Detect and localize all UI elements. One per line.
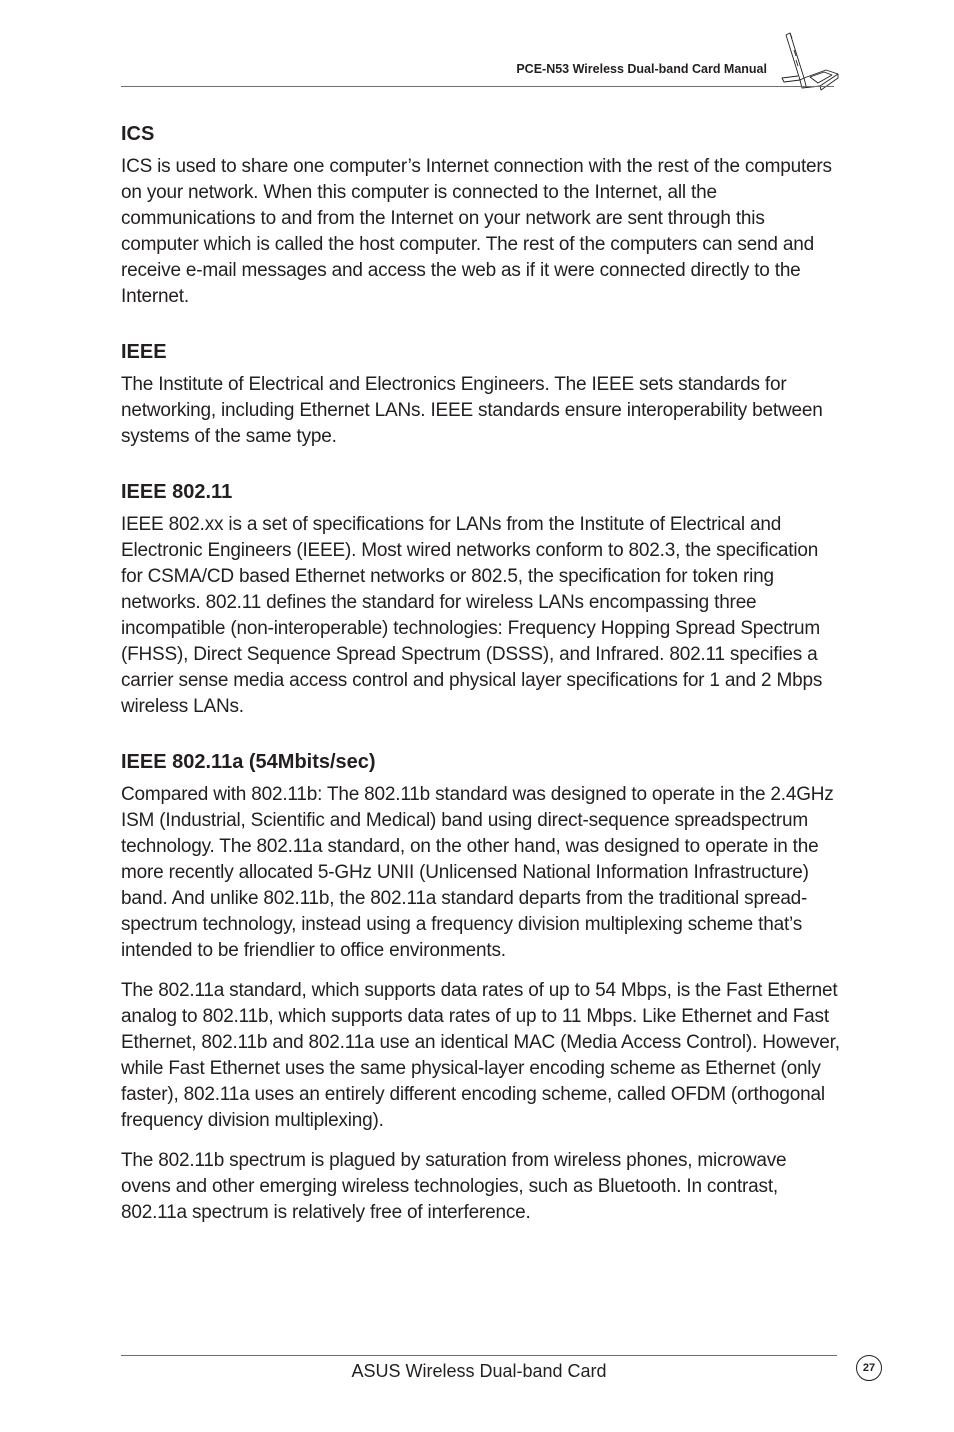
section-paragraph: The 802.11b spectrum is plagued by saturation from wireless phones, microwave ovens and other emerging wireless technologies, such as Bluetooth. In contrast, 802.11a spectrum is relatively free of interference. xyxy=(121,1150,787,1223)
section-heading: IEEE 802.11a (54Mbits/sec) xyxy=(121,751,376,773)
section-paragraph: ICS is used to share one computer’s Internet connection with the rest of the computers on your network. When this computer is connected to the Internet, all the communications to and from the Internet on your network are sent through this computer which is called the host computer. The rest of the computers can send and receive e-mail messages and access the web as if it were connected directly to the Internet. xyxy=(121,156,832,307)
footer-title: ASUS Wireless Dual-band Card xyxy=(351,1361,607,1381)
section-paragraph: IEEE 802.xx is a set of specifications for LANs from the Institute of Electrical and Electronic Engineers (IEEE). Most wired networks conform to 802.3, the specification for CSMA/CD based Ethernet networks or 802.5, the specification for token ring networks. 802.11 defines the standard for wireless LANs encompassing three incompatible (non-interoperable) technologies: Frequency Hopping Spread Spectrum (FHSS), Direct Sequence Spread Spectrum (DSSS), and Infrared. 802.11 specifies a carrier sense media access control and physical layer specifications for 1 and 2 Mbps wireless LANs. xyxy=(121,514,823,717)
footer-divider xyxy=(121,1355,837,1356)
header-divider xyxy=(121,86,834,87)
wireless-card-icon xyxy=(780,30,840,92)
section-paragraph: The 802.11a standard, which supports data rates of up to 54 Mbps, is the Fast Ethernet analog to 802.11b, which supports data rates of up to 11 Mbps. Like Ethernet and Fast Ethernet, 802.11b and 802.11a use an identical MAC (Media Access Control). However, while Fast Ethernet uses the same physical-layer encoding scheme as Ethernet (only faster), 802.11a uses an entirely different encoding scheme, called OFDM (orthogonal frequency division multiplexing). xyxy=(121,980,840,1131)
manual-title: PCE-N53 Wireless Dual-band Card Manual xyxy=(516,62,767,76)
page-number: 27 xyxy=(856,1355,882,1381)
section-heading: IEEE 802.11 xyxy=(121,481,233,503)
section-heading: IEEE xyxy=(121,341,167,363)
section-heading: ICS xyxy=(121,123,155,145)
section-ieee xyxy=(121,338,841,450)
section-paragraph: The Institute of Electrical and Electronics Engineers. The IEEE sets standards for networking, including Ethernet LANs. IEEE standards ensure interoperability between systems of the same type. xyxy=(121,374,823,447)
section-ieee-802-11 xyxy=(121,478,841,720)
section-ieee-802-11a xyxy=(121,748,841,1226)
section-paragraph: Compared with 802.11b: The 802.11b standard was designed to operate in the 2.4GHz ISM (Industrial, Scientific and Medical) band using direct-sequence spreadspectrum technology. The 802.11a standard, on the other hand, was designed to operate in the more recently allocated 5-GHz UNII (Unlicensed National Information Infrastructure) band. And unlike 802.11b, the 802.11a standard departs from the traditional spread-spectrum technology, instead using a frequency division multiplexing scheme that’s intended to be friendlier to office environments. xyxy=(121,784,834,961)
section-ics xyxy=(121,120,841,310)
page-content xyxy=(121,120,841,1226)
